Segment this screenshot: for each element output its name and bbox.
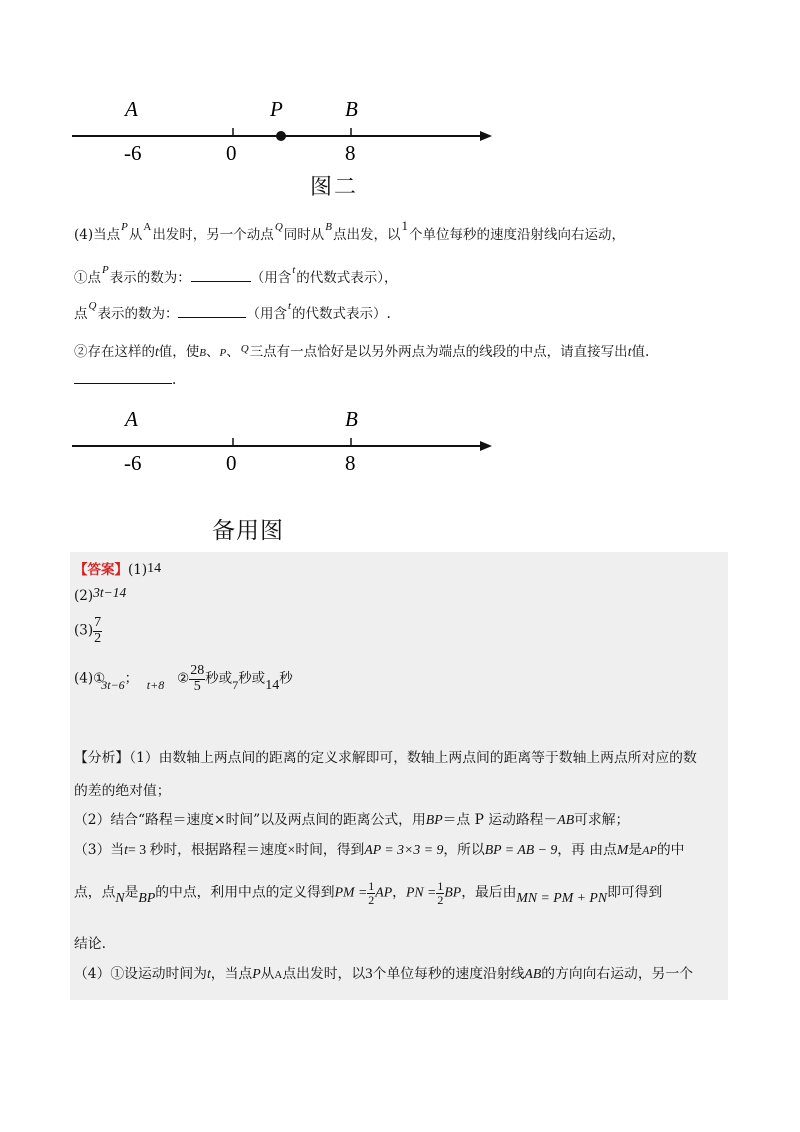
analysis-line-2: 的差的绝对值； [74,783,171,799]
analysis-line-3: （2）结合“路程＝速度×时间”以及两点间的距离公式，用BP＝点 P 运动路程－AB可求解； [74,812,630,828]
question-4-part-1-p: ①点$^P$表示的数为： （用含$^t$的代数式表示）， [74,264,398,286]
question-4-part-1-q: 点$^Q$表示的数为： （用含$^t$的代数式表示）. [74,300,391,322]
answer-1: 【答案】(1)14 [74,561,162,578]
tick-label: 8 [345,141,356,165]
axis-arrow [480,131,492,141]
figure-2-caption: 备用图 [212,518,284,544]
answer-blank-t[interactable] [74,383,172,384]
label-a: A [125,97,138,121]
label-b: B [345,97,358,121]
tick-label: -6 [124,141,142,165]
answer-panel [70,552,728,1000]
label-b: B [345,407,358,431]
axis-arrow [480,441,492,451]
tick-label: -6 [124,451,142,475]
point-p-dot [276,131,286,141]
answer-4: (4)①3t−6； t+8 ② $\frac{28}{5}$ 秒或7秒或14秒 [74,663,293,694]
label-a: A [125,407,138,431]
analysis-line-6: 结论. [74,936,106,952]
tick-label: 8 [345,451,356,475]
number-line-figure-2 [60,398,500,488]
analysis-line-1: 【分析】（1）由数轴上两点间的距离的定义求解即可，数轴上两点间的距离等于数轴上两点所对应的数 [74,750,697,766]
answer-blank-p[interactable] [191,281,251,282]
tick-label: 0 [226,141,237,165]
label-p: P [270,97,283,121]
question-4-part-2: ②存在这样的t值，使B、P、$^Q$三点有一点恰好是以另外两点为端点的线段的中点，请直接写出t值. [74,343,650,360]
question-4-stem: (4)当点$^P$从$^A$出发时，另一个动点$^Q$同时从$^B$点出发，以1个单位每秒的速度沿射线向右运动， [74,218,625,243]
analysis-line-4: （3）当t= 3 秒时，根据路程＝速度×时间，得到AP = 3×3 = 9，所以BP = AB − 9，再 由点M是AP的中 [74,842,685,858]
number-line-figure-1 [60,88,500,178]
question-4-part-2-blank: . [74,372,176,388]
answer-3: (3) $\frac{7}{2}$ [74,615,102,646]
analysis-tag: 【分析】 [74,750,130,766]
analysis-line-7: （4）①设运动时间为t，当点P从A点出发时，以3个单位每秒的速度沿射线AB的方向向右运动，另一个 [74,966,694,982]
answer-2: (2)3t−14 [74,585,127,604]
answer-blank-q[interactable] [178,317,246,318]
answer-tag: 【答案】 [74,562,128,578]
analysis-line-5: 点，点N是BP的中点，利用中点的定义得到PM = $\frac{1}{2}$ AP，PN = $\frac{1}{2}$ BP，最后由MN = PM + PN即可得到 [74,879,663,907]
figure-1-caption: 图二 [310,175,359,200]
tick-label: 0 [226,451,237,475]
